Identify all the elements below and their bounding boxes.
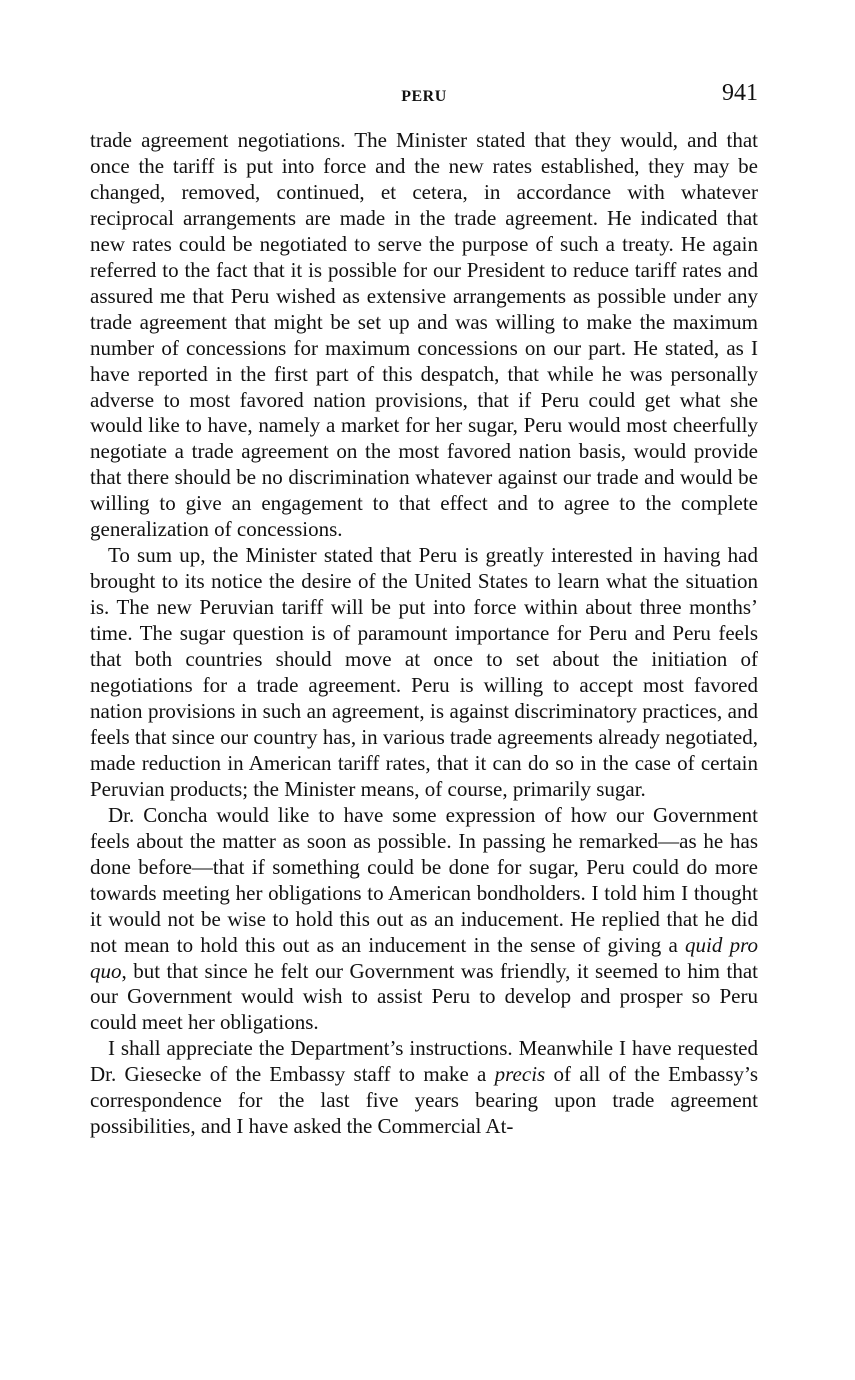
paragraph-4 [90,1036,758,1140]
page-number: 941 [722,80,758,106]
paragraph-1: trade agreement negotiations. The Minister stated that they would, and that once the tariff is put into force and the new rates established, they may be changed, removed, continued, et cetera, in accordance with whatever reciprocal arrangements are made in the trade agreement. He indicated that new rates could be negotiated to serve the purpose of such a treaty. He again referred to the fact that it is possible for our President to reduce tariff rates and assured me that Peru wished as extensive arrangements as possible under any trade agreement that might be set up and was willing to make the maximum number of concessions for maximum concessions on our part. He stated, as I have reported in the first part of this despatch, that while he was personally adverse to most favored nation provisions, that if Peru could get what she would like to have, namely a market for her sugar, Peru would most cheerfully negotiate a trade agreement on the most favored nation basis, would provide that there should be no discrimination whatever against our trade and would be willing to give an engagement to that effect and to agree to the complete generalization of concessions. [90,128,758,542]
paragraph-4-text-before: I shall appreciate the Department’s instructions. Meanwhile I have requested Dr. Giesecke of the Embassy staff to make a [90,1036,758,1087]
page-header [90,80,758,114]
paragraph-4-italic-word: precis [494,1062,546,1087]
body-text [90,128,758,1140]
paragraph-2: To sum up, the Minister stated that Peru is greatly interested in having had brought to its notice the desire of the United States to learn what the situation is. The new Peruvian tariff will be put into force within about three months’ time. The sugar question is of paramount importance for Peru and Peru feels that both countries should move at once to set about the initiation of negotiations for a trade agreement. Peru is willing to accept most favored nation provisions in such an agreement, is against discriminatory practices, and feels that since our country has, in various trade agreements already negotiated, made reduction in American tariff rates, that it can do so in the case of certain Peruvian products; the Minister means, of course, primarily sugar. [90,543,758,801]
paragraph-4-text-after: of all of the Embassy’s correspondence for the last five years bearing upon trade agreement possibilities, and I have asked the Commercial At- [90,1062,759,1139]
paragraph-3 [90,803,758,1037]
paragraph-3-text-before: Dr. Concha would like to have some expression of how our Government feels about the matter as soon as possible. In passing he remarked—as he has done before—that if something could be done for sugar, Peru could do more towards meeting her obligations to American bondholders. I told him I thought it would not be wise to hold this out as an inducement. He replied that he did not mean to hold this out as an inducement in the sense of giving a [90,802,758,957]
paragraph-3-italic-phrase: quid pro quo [90,932,758,983]
running-head: PERU [401,88,447,105]
paragraph-3-text-after: , but that since he felt our Government was friendly, it seemed to him that our Government would wish to assist Peru to develop and prosper so Peru could meet her obligations. [90,958,758,1035]
